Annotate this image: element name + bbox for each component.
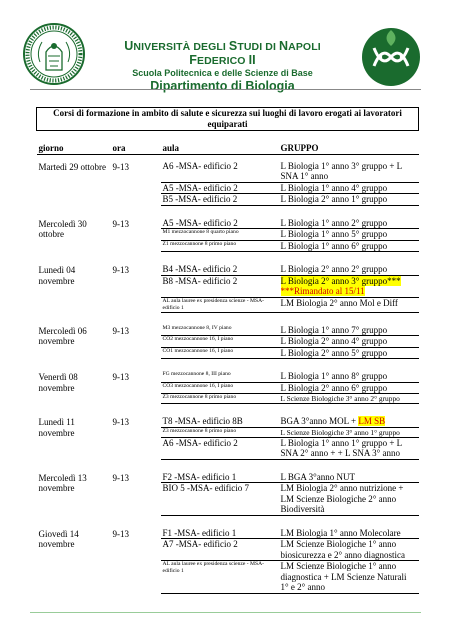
aula-cell: CO2 mezzocannone 16, I piano (161, 336, 279, 348)
table-title-row (37, 108, 419, 131)
gruppo-cell (279, 325, 419, 336)
time-cell: 9-13 (112, 417, 129, 427)
gruppo-cell (279, 437, 419, 459)
gruppo-cell (279, 336, 419, 348)
gruppo-cell (279, 347, 419, 359)
university-name-part: APOLI (288, 41, 321, 53)
table-row (37, 416, 419, 427)
table-row (37, 371, 419, 382)
aula-cell: F1 -MSA- edificio 1 (161, 528, 279, 539)
gruppo-cell (279, 539, 419, 561)
gruppo-text: L Biologia 1° anno 3° gruppo + L SNA 1° anno (280, 160, 402, 181)
aula-cell: M1 mezzocannone 8 quarto piano (161, 229, 279, 241)
aula-cell: T8 -MSA- edificio 8B (161, 416, 279, 427)
table-row (37, 528, 419, 539)
header-ora: ora (111, 143, 161, 154)
table-row (37, 161, 419, 183)
university-name-part: EDERICO (197, 55, 249, 67)
aula-cell: A5 -MSA- edificio 2 (161, 182, 279, 194)
department-name: Dipartimento di Biologia (150, 79, 295, 93)
day-cell: Venerdì 08 novembre (38, 372, 78, 393)
gruppo-text: L Biologia 1° anno 5° gruppo (280, 229, 388, 239)
gruppo-text: LM Scienze Biologiche 1° anno diagnostica + LM Scienze Naturali 1° e 2° anno (280, 561, 407, 592)
time-cell: 9-13 (112, 265, 129, 275)
gruppo-cell (279, 528, 419, 539)
institution-header (95, 40, 350, 94)
aula-cell: CO1 mezzocannone 16, I piano (161, 347, 279, 359)
aula-cell: AL aula lauree ex presidenza scienze - MSA- edificio 1 (161, 561, 279, 594)
gruppo-cell (279, 472, 419, 483)
gruppo-cell (279, 194, 419, 206)
table-title: Corsi di formazione in ambito di salute e sicurezza sui luoghi di lavoro erogati ai lavoratori equiparati (37, 108, 419, 131)
day-cell: Lunedì 11 novembre (38, 417, 75, 438)
gruppo-text: L Biologia 2° anno 6° gruppo (280, 382, 388, 393)
gruppo-cell (279, 561, 419, 594)
gruppo-text: LM Biologia 2° anno Mol e Diff (280, 297, 398, 308)
aula-cell: FG mezzocannone 8, III piano (161, 371, 279, 382)
gruppo-cell (279, 382, 419, 394)
gruppo-cell (279, 371, 419, 382)
gruppo-cell (279, 264, 419, 275)
gruppo-text: L Biologia 1° anno 2° gruppo (280, 217, 388, 228)
gruppo-highlight: LM SB (358, 416, 386, 426)
gruppo-text: L Biologia 1° anno 1° gruppo + L SNA 2° anno + + L SNA 3° anno (280, 437, 402, 458)
gruppo-text: LM Biologia 1° anno Molecolare (280, 527, 401, 538)
aula-cell: CO3 mezzocannone 16, I piano (161, 382, 279, 394)
aula-cell: A7 -MSA- edificio 2 (161, 539, 279, 561)
gruppo-cell (279, 427, 419, 437)
day-cell: Giovedì 14 novembre (38, 528, 79, 549)
gruppo-text: L Biologia 2° anno 4° gruppo (280, 336, 388, 346)
gruppo-text: L Scienze Biologiche 3° anno 1° gruppo (280, 427, 400, 437)
day-cell: Martedì 29 ottobre (38, 161, 106, 172)
gruppo-text: LM Scienze Biologiche 1° anno biosicurezza e 2° anno diagnostica (280, 539, 406, 560)
gruppo-cell (279, 394, 419, 404)
header-divider (30, 89, 421, 90)
university-name-part: F (189, 53, 198, 67)
gruppo-text: BGA 3°anno MOL + (280, 416, 359, 426)
time-cell: 9-13 (112, 325, 129, 336)
university-name-part: TUDI DI (237, 41, 279, 53)
school-name: Scuola Politecnica e delle Scienze di Base (132, 68, 313, 78)
aula-cell: M3 mezzocannone 8, IV piano (161, 325, 279, 336)
gruppo-text: L Biologia 1° anno 4° gruppo (280, 182, 388, 193)
gruppo-cell (279, 240, 419, 252)
department-logo (360, 26, 422, 88)
gruppo-cell (279, 229, 419, 241)
gruppo-text: L Biologia 1° anno 8° gruppo (280, 371, 388, 381)
gruppo-cell (279, 416, 419, 427)
day-cell: Mercoledì 13 novembre (38, 472, 87, 493)
gruppo-text: L Biologia 2° anno 2° gruppo (280, 264, 388, 274)
gruppo-text: L Biologia 1° anno 6° gruppo (280, 240, 388, 251)
table-row (37, 218, 419, 229)
gruppo-cell (279, 275, 419, 297)
day-cell: Mercoledì 30 ottobre (38, 218, 87, 239)
aula-cell: A6 -MSA- edificio 2 (161, 437, 279, 459)
gruppo-cell (279, 483, 419, 516)
time-cell: 9-13 (112, 528, 129, 539)
table-row (37, 325, 419, 336)
header-aula: aula (161, 143, 279, 154)
university-name-part: II (248, 53, 256, 67)
gruppo-cell (279, 161, 419, 183)
table-header-row (37, 143, 419, 154)
aula-cell: Z1 mezzocannone 8 primo piano (161, 240, 279, 252)
header-gruppo: GRUPPO (279, 143, 419, 154)
university-name-part: NIVERSITÀ DEGLI (133, 41, 229, 53)
aula-cell: AL aula lauree ex presidenza scienze - MSA- edificio 1 (161, 297, 279, 312)
time-cell: 9-13 (112, 218, 129, 229)
aula-cell: B8 -MSA- edificio 2 (161, 275, 279, 297)
aula-cell: F2 -MSA- edificio 1 (161, 472, 279, 483)
header-giorno: giorno (37, 143, 111, 154)
day-cell: Lunedì 04 novembre (38, 265, 76, 286)
gruppo-text: L Biologia 2° anno 1° gruppo (280, 194, 388, 204)
university-name (95, 40, 350, 68)
aula-cell: Z3 mezzocannone 8 primo piano (161, 394, 279, 404)
gruppo-cell (279, 218, 419, 229)
footer-divider (30, 612, 421, 613)
gruppo-cell (279, 297, 419, 312)
gruppo-text: L Biologia 2° anno 5° gruppo (280, 347, 388, 358)
aula-cell: BIO 5 -MSA- edificio 7 (161, 483, 279, 516)
aula-cell: A6 -MSA- edificio 2 (161, 161, 279, 183)
university-name-part: S (228, 39, 238, 53)
gruppo-highlighted: L Biologia 2° anno 3° gruppo*** (280, 275, 401, 286)
table-row (37, 472, 419, 483)
training-schedule-table (36, 107, 419, 594)
postponed-note: ***Rimandato al 15/11 (280, 286, 365, 296)
gruppo-text: L Scienze Biologiche 3° anno 2° gruppo (280, 394, 400, 403)
day-cell: Mercoledì 06 novembre (38, 325, 87, 346)
aula-cell: Z3 mezzocannone 8 primo piano (161, 427, 279, 437)
university-name-part: U (124, 39, 134, 53)
table-row (37, 264, 419, 275)
gruppo-cell (279, 182, 419, 194)
university-seal-logo (22, 22, 86, 86)
time-cell: 9-13 (112, 372, 129, 382)
aula-cell: B5 -MSA- edificio 2 (161, 194, 279, 206)
gruppo-text: L BGA 3°anno NUT (280, 471, 356, 482)
university-name-part: N (279, 39, 289, 53)
aula-cell: A5 -MSA- edificio 2 (161, 218, 279, 229)
time-cell: 9-13 (112, 161, 129, 172)
time-cell: 9-13 (112, 472, 129, 483)
aula-cell: B4 -MSA- edificio 2 (161, 264, 279, 275)
gruppo-text: LM Biologia 2° anno nutrizione + LM Scienze Biologiche 2° anno Biodiversità (280, 483, 404, 514)
gruppo-text: L Biologia 1° anno 7° gruppo (280, 324, 388, 335)
